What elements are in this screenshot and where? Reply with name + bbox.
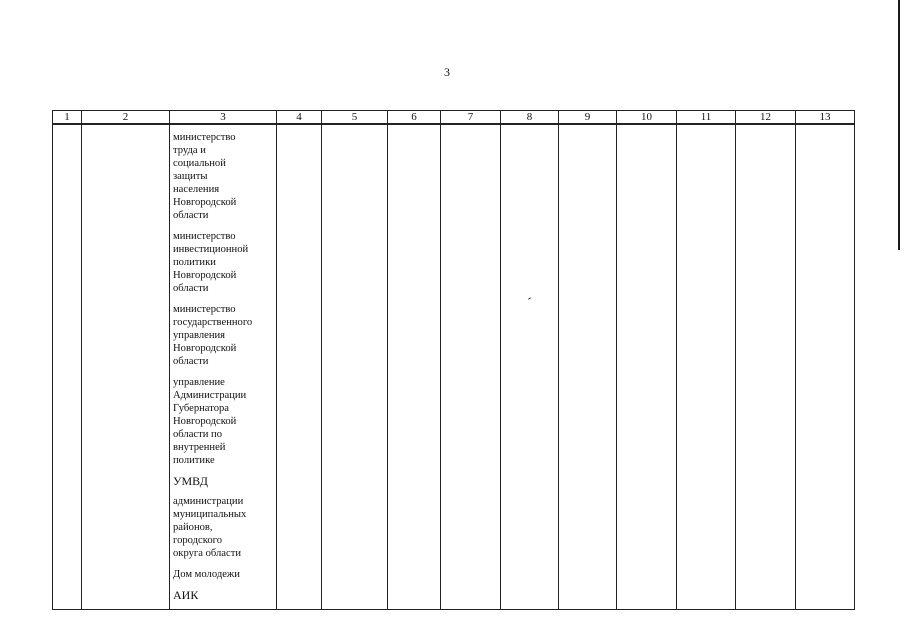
table-header-row [53,111,855,125]
entry-line: Губернатора [173,403,230,414]
header-cell: 7 [441,111,501,125]
entry-line: социальной [173,158,226,169]
table-cell [82,124,170,610]
list-item [173,589,276,602]
header-cell: 2 [82,111,170,125]
table-cell [796,124,855,610]
table-cell [617,124,677,610]
entry-line: Администрации [173,390,247,401]
table-cell [736,124,796,610]
table-cell [277,124,322,610]
responsible-parties-cell [170,124,277,610]
entry-line: округа области [173,548,242,559]
entry-line: защиты [173,171,208,182]
list-item [173,230,276,295]
header-cell: 11 [677,111,736,125]
entry-line: населения [173,184,220,195]
header-cell: 13 [796,111,855,125]
entry-line: области [173,283,209,294]
header-cell: 4 [277,111,322,125]
entry-line: внутренней [173,442,226,453]
entry-line: политике [173,455,215,466]
entry-line: управления [173,330,226,341]
header-cell: 12 [736,111,796,125]
entry-line: области [173,210,209,221]
scan-edge-line [898,0,900,250]
entry-line: Новгородской [173,416,237,427]
entry-line: Новгородской [173,197,237,208]
entry-line: труда и [173,145,206,156]
list-item [173,303,276,368]
entry-line: политики [173,257,216,268]
header-cell: 10 [617,111,677,125]
entry-line: инвестиционной [173,244,249,255]
table-cell [388,124,441,610]
list-item [173,495,276,560]
entry-line: Новгородской [173,343,237,354]
entry-line: городского [173,535,223,546]
header-cell: 1 [53,111,82,125]
entry-line: Дом молодежи [173,569,240,580]
entry-line: УМВД [173,474,208,488]
page-number: 3 [444,65,450,79]
entry-line: Новгородской [173,270,237,281]
entry-line: муниципальных [173,509,247,520]
entry-line: администрации [173,496,244,507]
list-item [173,131,276,222]
header-cell: 5 [322,111,388,125]
header-cell: 9 [559,111,617,125]
table-row [53,124,855,610]
entry-line: управление [173,377,225,388]
header-cell: 3 [170,111,277,125]
entry-line: области [173,356,209,367]
entry-line: области по [173,429,223,440]
table-cell [677,124,736,610]
entry-line: АИК [173,588,199,602]
document-table [52,110,855,610]
entry-line: министерство [173,231,236,242]
entry-line: районов, [173,522,213,533]
table-cell [53,124,82,610]
entry-line: министерство [173,304,236,315]
list-item [173,568,276,581]
list-item [173,475,276,488]
table-cell [501,124,559,610]
table-cell [559,124,617,610]
table-cell [441,124,501,610]
list-item [173,376,276,467]
table-cell [322,124,388,610]
entry-line: государственного [173,317,253,328]
header-cell: 8 [501,111,559,125]
entry-line: министерство [173,132,236,143]
header-cell: 6 [388,111,441,125]
